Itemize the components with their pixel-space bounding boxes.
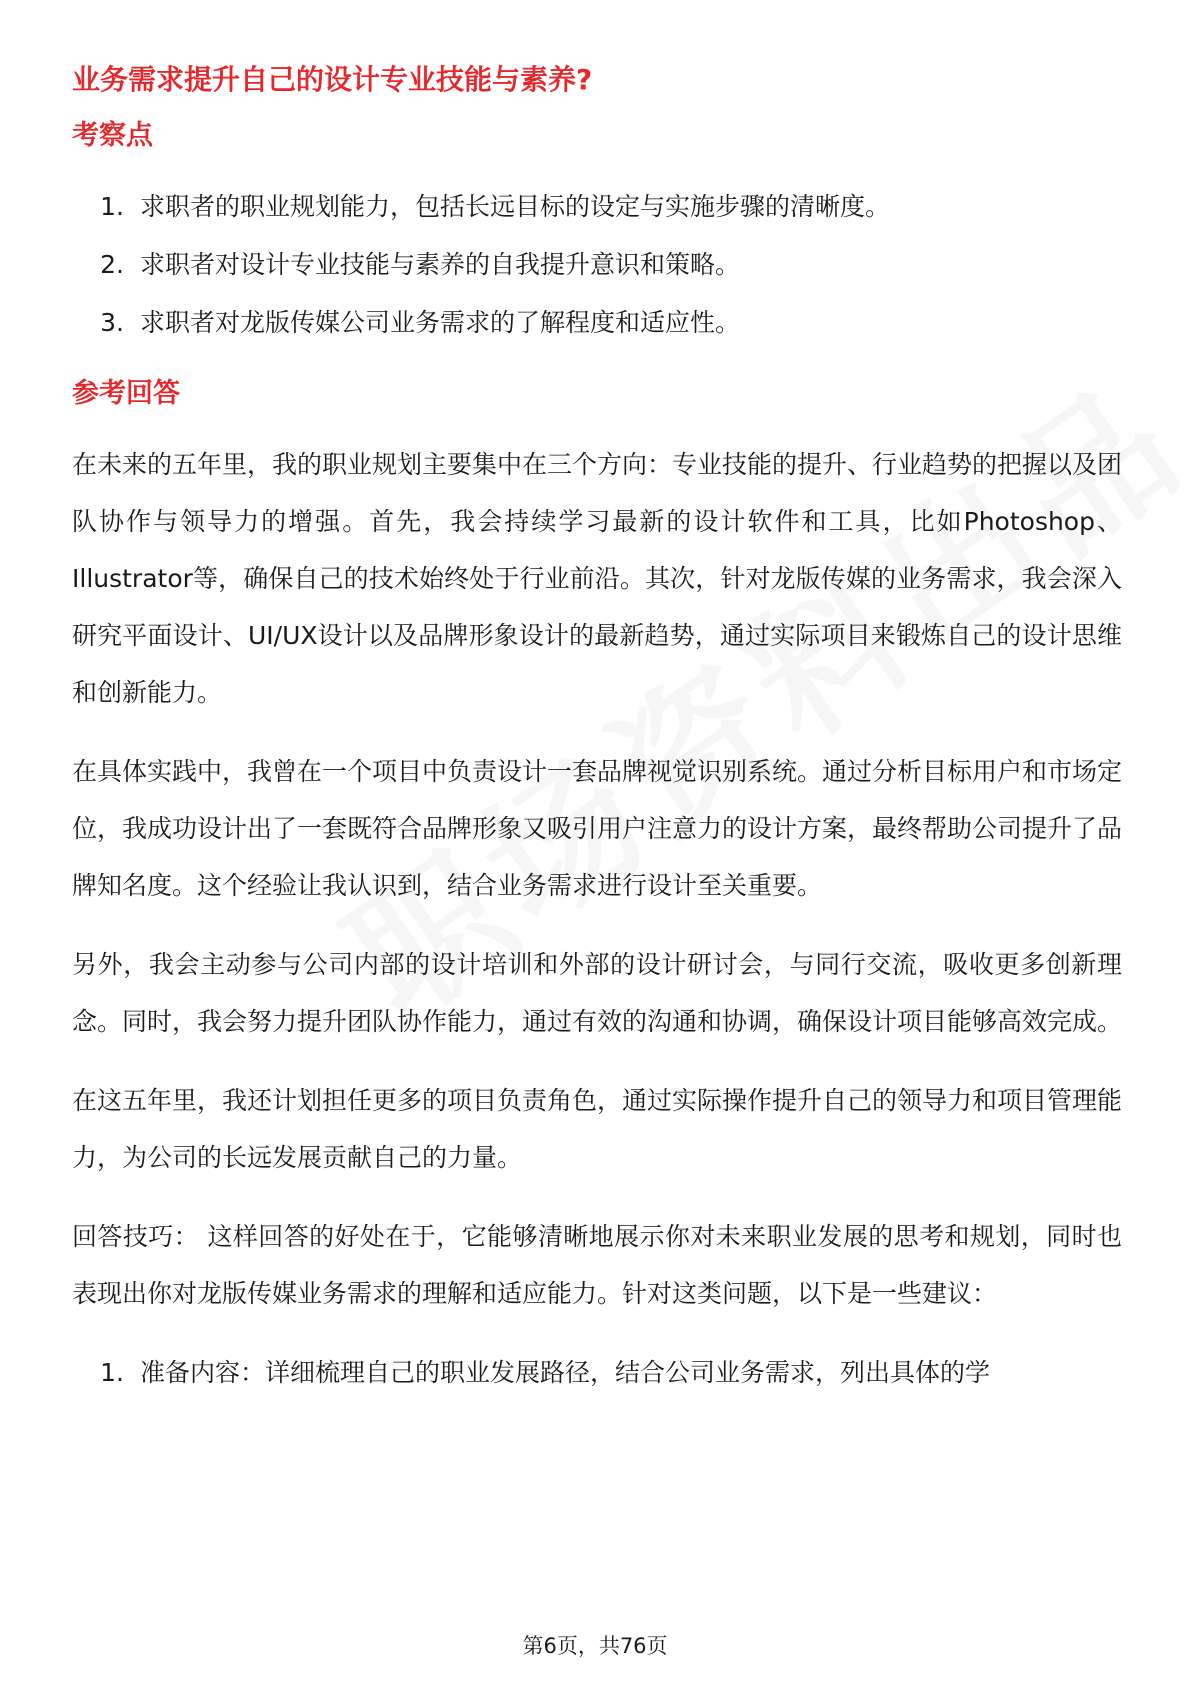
page-number-footer: 第6页，共76页 xyxy=(522,1634,668,1658)
list-item xyxy=(72,178,1122,236)
answer-paragraph: 在这五年里，我还计划担任更多的项目负责角色，通过实际操作提升自己的领导力和项目管理能力，为公司的长远发展贡献自己的力量。 xyxy=(72,1086,1123,1172)
focus-list xyxy=(72,178,1122,352)
question-title: 业务需求提升自己的设计专业技能与素养? xyxy=(72,63,593,96)
answer-paragraph: 在未来的五年里，我的职业规划主要集中在三个方向：专业技能的提升、行业趋势的把握以及团队协作与领导力的增强。首先，我会持续学习最新的设计软件和工具，比如Photoshop、Illustrator等，确保自己的技术始终处于行业前沿。其次，针对龙版传媒的业务需求，我会深入研究平面设计、UI/UX设计以及品牌形象设计的最新趋势，通过实际项目来锻炼自己的设计思维和创新能力。 xyxy=(72,450,1123,707)
list-number: 1. xyxy=(100,1358,124,1387)
focus-heading: 考察点 xyxy=(72,120,153,151)
answer-paragraph: 在具体实践中，我曾在一个项目中负责设计一套品牌视觉识别系统。通过分析目标用户和市场定位，我成功设计出了一套既符合品牌形象又吸引用户注意力的设计方案，最终帮助公司提升了品牌知名度。这个经验让我认识到，结合业务需求进行设计至关重要。 xyxy=(72,757,1123,900)
tips-list xyxy=(72,1344,1122,1401)
list-text: 求职者的职业规划能力，包括长远目标的设定与实施步骤的清晰度。 xyxy=(140,192,891,221)
list-number: 2. xyxy=(100,250,124,279)
answer-heading: 参考回答 xyxy=(72,378,180,409)
list-text: 准备内容：详细梳理自己的职业发展路径，结合公司业务需求，列出具体的学 xyxy=(140,1358,991,1387)
tips-paragraph: 回答技巧： 这样回答的好处在于，它能够清晰地展示你对未来职业发展的思考和规划，同时也表现出你对龙版传媒业务需求的理解和适应能力。针对这类问题，以下是一些建议： xyxy=(72,1222,1122,1308)
list-item xyxy=(72,236,1122,294)
content-area xyxy=(72,52,1122,1401)
list-text: 求职者对龙版传媒公司业务需求的了解程度和适应性。 xyxy=(140,308,741,337)
list-item xyxy=(72,294,1122,352)
list-item xyxy=(72,1344,1122,1401)
answer-paragraph: 另外，我会主动参与公司内部的设计培训和外部的设计研讨会，与同行交流，吸收更多创新理念。同时，我会努力提升团队协作能力，通过有效的沟通和协调，确保设计项目能够高效完成。 xyxy=(72,950,1123,1036)
list-number: 1. xyxy=(100,192,124,221)
list-number: 3. xyxy=(100,308,124,337)
list-text: 求职者对设计专业技能与素养的自我提升意识和策略。 xyxy=(140,250,741,279)
